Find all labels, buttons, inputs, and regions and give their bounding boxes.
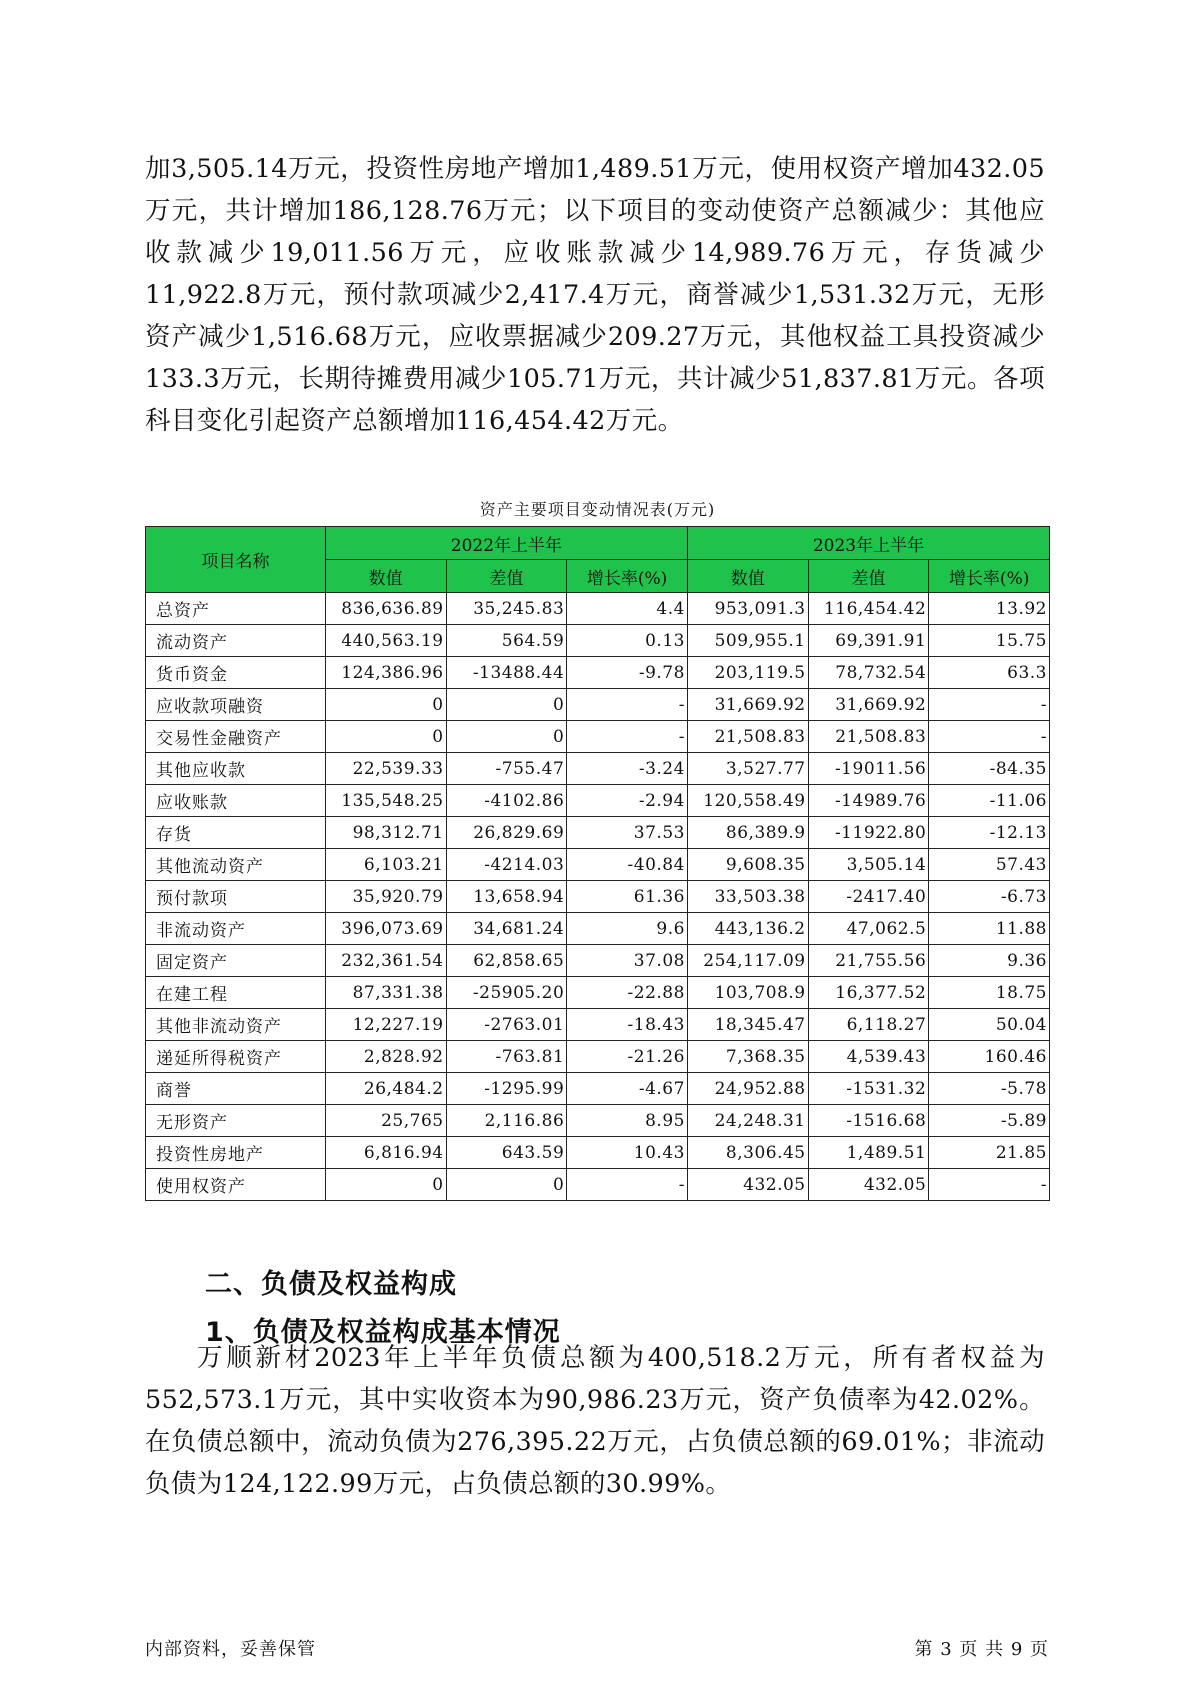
table-row — [146, 1169, 1050, 1201]
row-item-name: 使用权资产 — [146, 1169, 326, 1201]
row-value-cell: -18.43 — [567, 1009, 688, 1041]
row-value-cell: 432.05 — [687, 1169, 808, 1201]
row-value-cell: -5.78 — [929, 1073, 1050, 1105]
row-value-cell: -6.73 — [929, 881, 1050, 913]
row-item-name: 货币资金 — [146, 657, 326, 689]
header-value-2023: 数值 — [687, 560, 808, 593]
header-item-name: 项目名称 — [146, 527, 326, 593]
row-item-name: 其他应收款 — [146, 753, 326, 785]
row-value-cell: 120,558.49 — [687, 785, 808, 817]
row-value-cell: -3.24 — [567, 753, 688, 785]
row-value-cell: -84.35 — [929, 753, 1050, 785]
table-row — [146, 593, 1050, 625]
row-value-cell: -22.88 — [567, 977, 688, 1009]
row-item-name: 非流动资产 — [146, 913, 326, 945]
row-value-cell: 10.43 — [567, 1137, 688, 1169]
row-value-cell: 232,361.54 — [325, 945, 446, 977]
row-value-cell: 103,708.9 — [687, 977, 808, 1009]
row-item-name: 交易性金融资产 — [146, 721, 326, 753]
row-item-name: 其他非流动资产 — [146, 1009, 326, 1041]
row-item-name: 固定资产 — [146, 945, 326, 977]
row-value-cell: 0.13 — [567, 625, 688, 657]
row-value-cell: -19011.56 — [808, 753, 929, 785]
row-value-cell: - — [567, 1169, 688, 1201]
row-value-cell: 69,391.91 — [808, 625, 929, 657]
row-value-cell: 35,245.83 — [446, 593, 567, 625]
row-value-cell: 2,828.92 — [325, 1041, 446, 1073]
row-value-cell: - — [929, 689, 1050, 721]
row-value-cell: 4,539.43 — [808, 1041, 929, 1073]
row-value-cell: 11.88 — [929, 913, 1050, 945]
row-value-cell: -1516.68 — [808, 1105, 929, 1137]
row-value-cell: 61.36 — [567, 881, 688, 913]
row-value-cell: 25,765 — [325, 1105, 446, 1137]
row-value-cell: 31,669.92 — [687, 689, 808, 721]
row-value-cell: 21.85 — [929, 1137, 1050, 1169]
row-value-cell: 18.75 — [929, 977, 1050, 1009]
row-value-cell: 31,669.92 — [808, 689, 929, 721]
row-value-cell: -2763.01 — [446, 1009, 567, 1041]
row-value-cell: 6,103.21 — [325, 849, 446, 881]
row-value-cell: 47,062.5 — [808, 913, 929, 945]
row-value-cell: 34,681.24 — [446, 913, 567, 945]
row-value-cell: 509,955.1 — [687, 625, 808, 657]
row-value-cell: -9.78 — [567, 657, 688, 689]
header-diff-2023: 差值 — [808, 560, 929, 593]
row-value-cell: 12,227.19 — [325, 1009, 446, 1041]
row-value-cell: 3,505.14 — [808, 849, 929, 881]
body-paragraph-liabilities: 万顺新材2023年上半年负债总额为400,518.2万元，所有者权益为552,573.1万元，其中实收资本为90,986.23万元，资产负债率为42.02%。在负债总额中，流动负债为276,395.22万元，占负债总额的69.01%；非流动负债为124,122.99万元，占负债总额的30.99%。 — [145, 1343, 1045, 1499]
row-value-cell: 22,539.33 — [325, 753, 446, 785]
row-value-cell: 0 — [325, 689, 446, 721]
table-row — [146, 785, 1050, 817]
row-value-cell: 6,118.27 — [808, 1009, 929, 1041]
row-value-cell: -1531.32 — [808, 1073, 929, 1105]
row-value-cell: - — [929, 1169, 1050, 1201]
table-row — [146, 849, 1050, 881]
row-value-cell: 26,829.69 — [446, 817, 567, 849]
row-value-cell: 124,386.96 — [325, 657, 446, 689]
row-value-cell: -2417.40 — [808, 881, 929, 913]
row-value-cell: 3,527.77 — [687, 753, 808, 785]
row-item-name: 总资产 — [146, 593, 326, 625]
row-value-cell: 440,563.19 — [325, 625, 446, 657]
row-value-cell: 254,117.09 — [687, 945, 808, 977]
row-value-cell: -40.84 — [567, 849, 688, 881]
row-value-cell: 9,608.35 — [687, 849, 808, 881]
row-item-name: 其他流动资产 — [146, 849, 326, 881]
row-value-cell: -11922.80 — [808, 817, 929, 849]
row-value-cell: 50.04 — [929, 1009, 1050, 1041]
row-value-cell: - — [567, 689, 688, 721]
row-value-cell: 1,489.51 — [808, 1137, 929, 1169]
table-row — [146, 1009, 1050, 1041]
row-value-cell: 396,073.69 — [325, 913, 446, 945]
row-value-cell: 0 — [446, 721, 567, 753]
table-row — [146, 625, 1050, 657]
row-value-cell: -4102.86 — [446, 785, 567, 817]
row-value-cell: 24,248.31 — [687, 1105, 808, 1137]
row-value-cell: 836,636.89 — [325, 593, 446, 625]
row-value-cell: 203,119.5 — [687, 657, 808, 689]
footer-page-number: 第 3 页 共 9 页 — [914, 1639, 1049, 1660]
row-value-cell: -14989.76 — [808, 785, 929, 817]
row-value-cell: 6,816.94 — [325, 1137, 446, 1169]
table-body — [146, 593, 1050, 1201]
row-value-cell: 87,331.38 — [325, 977, 446, 1009]
table-row — [146, 945, 1050, 977]
row-value-cell: 135,548.25 — [325, 785, 446, 817]
row-value-cell: 0 — [446, 689, 567, 721]
row-value-cell: -25905.20 — [446, 977, 567, 1009]
table-row — [146, 881, 1050, 913]
row-value-cell: 63.3 — [929, 657, 1050, 689]
row-value-cell: 13,658.94 — [446, 881, 567, 913]
footer-confidential-note: 内部资料，妥善保管 — [145, 1639, 316, 1660]
table-row — [146, 721, 1050, 753]
table-row — [146, 689, 1050, 721]
row-value-cell: 62,858.65 — [446, 945, 567, 977]
row-value-cell: 160.46 — [929, 1041, 1050, 1073]
row-value-cell: 33,503.38 — [687, 881, 808, 913]
row-value-cell: 643.59 — [446, 1137, 567, 1169]
row-value-cell: 21,508.83 — [687, 721, 808, 753]
row-value-cell: -11.06 — [929, 785, 1050, 817]
row-value-cell: 0 — [325, 1169, 446, 1201]
row-value-cell: -21.26 — [567, 1041, 688, 1073]
header-growth-2023: 增长率(%) — [929, 560, 1050, 593]
row-value-cell: 443,136.2 — [687, 913, 808, 945]
row-value-cell: 86,389.9 — [687, 817, 808, 849]
row-value-cell: -2.94 — [567, 785, 688, 817]
subsection-heading: 1、负债及权益构成基本情况 — [205, 1317, 561, 1348]
row-value-cell: -763.81 — [446, 1041, 567, 1073]
row-value-cell: 4.4 — [567, 593, 688, 625]
row-value-cell: 9.6 — [567, 913, 688, 945]
row-item-name: 流动资产 — [146, 625, 326, 657]
table-row — [146, 1041, 1050, 1073]
row-item-name: 无形资产 — [146, 1105, 326, 1137]
table-row — [146, 817, 1050, 849]
row-value-cell: 0 — [325, 721, 446, 753]
table-row — [146, 913, 1050, 945]
row-item-name: 应收款项融资 — [146, 689, 326, 721]
row-value-cell: 7,368.35 — [687, 1041, 808, 1073]
row-value-cell: -5.89 — [929, 1105, 1050, 1137]
header-group-2023: 2023年上半年 — [687, 527, 1049, 560]
row-item-name: 投资性房地产 — [146, 1137, 326, 1169]
header-group-2022: 2022年上半年 — [325, 527, 687, 560]
row-value-cell: 78,732.54 — [808, 657, 929, 689]
row-item-name: 预付款项 — [146, 881, 326, 913]
row-item-name: 应收账款 — [146, 785, 326, 817]
row-value-cell: 2,116.86 — [446, 1105, 567, 1137]
row-value-cell: -755.47 — [446, 753, 567, 785]
row-item-name: 在建工程 — [146, 977, 326, 1009]
table-row — [146, 1073, 1050, 1105]
row-value-cell: 21,755.56 — [808, 945, 929, 977]
row-value-cell: 8.95 — [567, 1105, 688, 1137]
row-value-cell: 116,454.42 — [808, 593, 929, 625]
row-value-cell: 18,345.47 — [687, 1009, 808, 1041]
row-value-cell: 24,952.88 — [687, 1073, 808, 1105]
body-paragraph-assets: 加3,505.14万元，投资性房地产增加1,489.51万元，使用权资产增加432.05万元，共计增加186,128.76万元；以下项目的变动使资产总额减少：其他应收款减少19,011.56万元，应收账款减少14,989.76万元，存货减少11,922.8万元，预付款项减少2,417.4万元，商誉减少1,531.32万元，无形资产减少1,516.68万元，应收票据减少209.27万元，其他权益工具投资减少133.3万元，长期待摊费用减少105.71万元，共计减少51,837.81万元。各项科目变化引起资产总额增加116,454.42万元。 — [145, 154, 1045, 436]
section-heading: 二、负债及权益构成 — [205, 1269, 457, 1300]
row-value-cell: 432.05 — [808, 1169, 929, 1201]
row-value-cell: 35,920.79 — [325, 881, 446, 913]
row-value-cell: 9.36 — [929, 945, 1050, 977]
row-value-cell: - — [567, 721, 688, 753]
row-value-cell: - — [929, 721, 1050, 753]
row-item-name: 商誉 — [146, 1073, 326, 1105]
table-row — [146, 1105, 1050, 1137]
header-diff-2022: 差值 — [446, 560, 567, 593]
asset-changes-table — [145, 526, 1050, 1201]
table-row — [146, 1137, 1050, 1169]
row-value-cell: -13488.44 — [446, 657, 567, 689]
row-value-cell: 953,091.3 — [687, 593, 808, 625]
row-value-cell: 16,377.52 — [808, 977, 929, 1009]
row-value-cell: 37.53 — [567, 817, 688, 849]
row-value-cell: -4.67 — [567, 1073, 688, 1105]
row-item-name: 递延所得税资产 — [146, 1041, 326, 1073]
row-value-cell: 26,484.2 — [325, 1073, 446, 1105]
header-value-2022: 数值 — [325, 560, 446, 593]
row-value-cell: 37.08 — [567, 945, 688, 977]
header-growth-2022: 增长率(%) — [567, 560, 688, 593]
row-value-cell: -1295.99 — [446, 1073, 567, 1105]
row-value-cell: 98,312.71 — [325, 817, 446, 849]
row-value-cell: 21,508.83 — [808, 721, 929, 753]
table-row — [146, 977, 1050, 1009]
table-row — [146, 657, 1050, 689]
table-row — [146, 753, 1050, 785]
row-value-cell: 57.43 — [929, 849, 1050, 881]
row-value-cell: 0 — [446, 1169, 567, 1201]
row-value-cell: 564.59 — [446, 625, 567, 657]
row-value-cell: 8,306.45 — [687, 1137, 808, 1169]
row-value-cell: 15.75 — [929, 625, 1050, 657]
row-value-cell: 13.92 — [929, 593, 1050, 625]
row-value-cell: -4214.03 — [446, 849, 567, 881]
row-value-cell: -12.13 — [929, 817, 1050, 849]
table-caption: 资产主要项目变动情况表(万元) — [479, 500, 716, 519]
row-item-name: 存货 — [146, 817, 326, 849]
